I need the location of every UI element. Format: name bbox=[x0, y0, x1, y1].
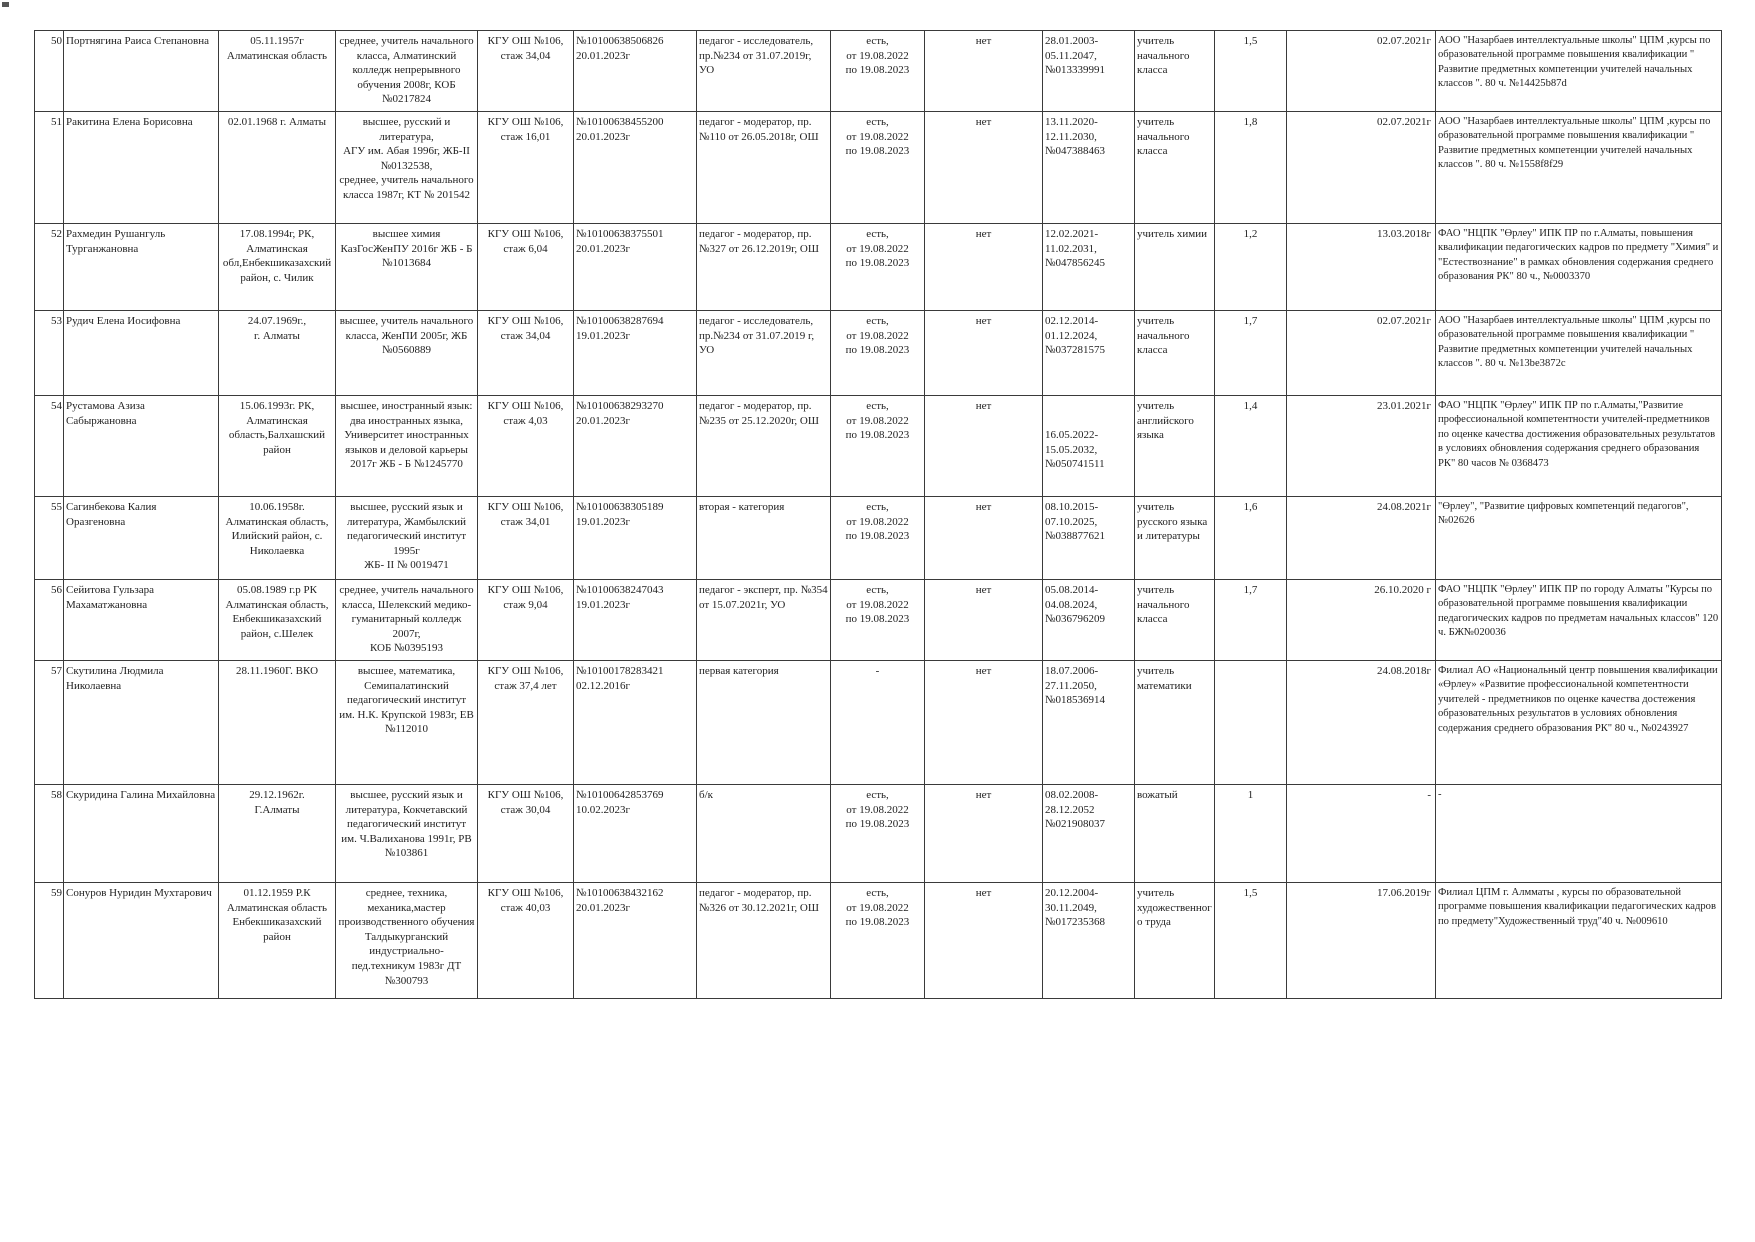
cell-second-check bbox=[925, 580, 1043, 661]
full-name-text: Скутилина Людмила Николаевна bbox=[66, 665, 164, 692]
cell-course-date bbox=[1287, 785, 1436, 883]
cell-course-info bbox=[1436, 224, 1722, 311]
cell-workplace bbox=[478, 396, 574, 497]
cell-validity-period bbox=[1043, 661, 1135, 785]
course-info-text: ФАО "НЦПК "Өрлеу" ИПК ПР по г.Алматы, повышения квалификации педагогических кадров по предмету "Химия" и "Естествознание" в рамках обновления содержания среднего образования РК" 80 ч., №0003370 bbox=[1438, 228, 1719, 283]
cell-document-number bbox=[574, 661, 697, 785]
education-text: среднее, техника, механика,мастер производственного обучения Талдыкурганский индустриально-пед.техникум 1983г ДТ №300793 bbox=[338, 887, 475, 987]
cell-course-date bbox=[1287, 661, 1436, 785]
workload-text: 1,5 bbox=[1243, 35, 1258, 47]
course-date-text: 24.08.2021г bbox=[1376, 501, 1431, 513]
document-number-text: №10100178283421 02.12.2016г bbox=[576, 665, 664, 692]
validity-period-text: 28.01.2003-05.11.2047, №013339991 bbox=[1045, 35, 1105, 77]
category-text: первая категория bbox=[699, 665, 779, 677]
cell-course-info bbox=[1436, 311, 1722, 396]
cell-validity-period bbox=[1043, 883, 1135, 999]
workplace-text: КГУ ОШ №106, стаж 16,01 bbox=[487, 116, 564, 143]
course-date-text: 02.07.2021г bbox=[1376, 116, 1431, 128]
validity-period-text: 16.05.2022-15.05.2032, №050741511 bbox=[1045, 429, 1105, 471]
cell-birth-info bbox=[219, 785, 336, 883]
cell-position bbox=[1135, 31, 1215, 112]
education-text: высшее, русский язык и литература, Жамбылский педагогический институт 1995г ЖБ- II № 0019471 bbox=[346, 501, 467, 572]
category-text: вторая - категория bbox=[699, 501, 785, 513]
cell-workload bbox=[1215, 883, 1287, 999]
cell-second-check bbox=[925, 883, 1043, 999]
course-date-text: 17.06.2019г bbox=[1376, 887, 1431, 899]
cell-workplace bbox=[478, 883, 574, 999]
course-info-text: Филиал АО «Национальный центр повышения квалификации «Өрлеу» «Развитие профессиональной компетентности учителей - предметников по оценке качества достежения образовательных результатов в условиях обновления содержания среднего образования РК" 80 ч., №0243927 bbox=[1438, 665, 1718, 734]
workload-text: 1,7 bbox=[1243, 584, 1258, 596]
birth-info-text: 05.08.1989 г.р РК Алматинская область, Енбекшиказахский район, с.Шелек bbox=[225, 584, 329, 640]
cell-document-number bbox=[574, 497, 697, 580]
table-row bbox=[35, 580, 1722, 661]
workplace-text: КГУ ОШ №106, стаж 34,01 bbox=[487, 501, 564, 528]
cell-course-info bbox=[1436, 785, 1722, 883]
workplace-text: КГУ ОШ №106, стаж 34,04 bbox=[487, 315, 564, 342]
conviction-check-text: есть, от 19.08.2022 по 19.08.2023 bbox=[845, 584, 910, 626]
cell-workplace bbox=[478, 224, 574, 311]
cell-second-check bbox=[925, 661, 1043, 785]
cell-full-name bbox=[64, 661, 219, 785]
course-date-text: 26.10.2020 г bbox=[1374, 584, 1431, 596]
cell-row-number bbox=[35, 112, 64, 224]
cell-validity-period bbox=[1043, 112, 1135, 224]
second-check-text: нет bbox=[975, 887, 992, 899]
cell-workload bbox=[1215, 224, 1287, 311]
validity-period-text: 12.02.2021-11.02.2031, №047856245 bbox=[1045, 228, 1105, 270]
validity-period-text: 02.12.2014-01.12.2024, №037281575 bbox=[1045, 315, 1105, 357]
cell-position bbox=[1135, 396, 1215, 497]
cell-document-number bbox=[574, 785, 697, 883]
cell-workload bbox=[1215, 580, 1287, 661]
conviction-check-text: есть, от 19.08.2022 по 19.08.2023 bbox=[845, 887, 910, 929]
cell-validity-period bbox=[1043, 497, 1135, 580]
course-date-text: - bbox=[1427, 789, 1431, 801]
document-number-text: №10100638247043 19.01.2023г bbox=[576, 584, 664, 611]
conviction-check-text: - bbox=[875, 665, 880, 677]
education-text: высшее, русский язык и литература, Кокчетавский педагогический институт им. Ч.Валиханова 1991г, РВ №103861 bbox=[341, 789, 472, 860]
table-row bbox=[35, 224, 1722, 311]
cell-full-name bbox=[64, 224, 219, 311]
table-row bbox=[35, 112, 1722, 224]
second-check-text: нет bbox=[975, 501, 992, 513]
row-number-text: 52 bbox=[51, 228, 62, 240]
cell-full-name bbox=[64, 311, 219, 396]
document-number-text: №10100638305189 19.01.2023г bbox=[576, 501, 664, 528]
conviction-check-text: есть, от 19.08.2022 по 19.08.2023 bbox=[845, 501, 910, 543]
cell-education bbox=[336, 580, 478, 661]
cell-conviction-check bbox=[831, 396, 925, 497]
conviction-check-text: есть, от 19.08.2022 по 19.08.2023 bbox=[845, 315, 910, 357]
table-row bbox=[35, 311, 1722, 396]
cell-conviction-check bbox=[831, 883, 925, 999]
cell-position bbox=[1135, 661, 1215, 785]
category-text: б/к bbox=[699, 789, 713, 801]
cell-conviction-check bbox=[831, 661, 925, 785]
cell-education bbox=[336, 396, 478, 497]
cell-second-check bbox=[925, 396, 1043, 497]
cell-second-check bbox=[925, 31, 1043, 112]
cell-category bbox=[697, 497, 831, 580]
cell-category bbox=[697, 31, 831, 112]
cell-document-number bbox=[574, 396, 697, 497]
cell-workload bbox=[1215, 31, 1287, 112]
cell-workplace bbox=[478, 31, 574, 112]
workload-text: 1,2 bbox=[1243, 228, 1258, 240]
document-number-text: №10100638375501 20.01.2023г bbox=[576, 228, 664, 255]
cell-validity-period bbox=[1043, 785, 1135, 883]
cell-birth-info bbox=[219, 497, 336, 580]
cell-course-info bbox=[1436, 661, 1722, 785]
birth-info-text: 01.12.1959 Р.К Алматинская область Енбекшиказахский район bbox=[226, 887, 328, 943]
category-text: педагог - модератор, пр. №110 от 26.05.2018г, ОШ bbox=[699, 116, 819, 143]
cell-conviction-check bbox=[831, 112, 925, 224]
education-text: высшее, учитель начального класса, ЖенПИ 2005г, ЖБ №0560889 bbox=[339, 315, 474, 357]
workplace-text: КГУ ОШ №106, стаж 9,04 bbox=[487, 584, 564, 611]
cell-category bbox=[697, 112, 831, 224]
cell-course-info bbox=[1436, 580, 1722, 661]
course-info-text: - bbox=[1438, 789, 1442, 800]
cell-course-date bbox=[1287, 883, 1436, 999]
cell-workplace bbox=[478, 311, 574, 396]
conviction-check-text: есть, от 19.08.2022 по 19.08.2023 bbox=[845, 116, 910, 158]
cell-second-check bbox=[925, 311, 1043, 396]
cell-education bbox=[336, 883, 478, 999]
cell-document-number bbox=[574, 31, 697, 112]
cell-category bbox=[697, 224, 831, 311]
conviction-check-text: есть, от 19.08.2022 по 19.08.2023 bbox=[845, 228, 910, 270]
cell-category bbox=[697, 883, 831, 999]
full-name-text: Сонуров Нуридин Мухтарович bbox=[66, 887, 212, 899]
category-text: педагог - модератор, пр. №235 от 25.12.2020г, ОШ bbox=[699, 400, 819, 427]
workplace-text: КГУ ОШ №106, стаж 37,4 лет bbox=[487, 665, 564, 692]
table-row bbox=[35, 661, 1722, 785]
conviction-check-text: есть, от 19.08.2022 по 19.08.2023 bbox=[845, 789, 910, 831]
workload-text: 1,5 bbox=[1243, 887, 1258, 899]
course-date-text: 02.07.2021г bbox=[1376, 35, 1431, 47]
position-text: учитель начального класса bbox=[1137, 116, 1190, 158]
category-text: педагог - модератор, пр. №326 от 30.12.2021г, ОШ bbox=[699, 887, 819, 914]
second-check-text: нет bbox=[975, 584, 992, 596]
education-text: среднее, учитель начального класса, Шелекский медико-гуманитарный колледж 2007г, КОБ №0395193 bbox=[339, 584, 474, 655]
second-check-text: нет bbox=[975, 228, 992, 240]
birth-info-text: 28.11.1960Г. ВКО bbox=[235, 665, 319, 677]
document-number-text: №10100638432162 20.01.2023г bbox=[576, 887, 664, 914]
cell-row-number bbox=[35, 661, 64, 785]
cell-row-number bbox=[35, 785, 64, 883]
table-row bbox=[35, 497, 1722, 580]
cell-conviction-check bbox=[831, 497, 925, 580]
workplace-text: КГУ ОШ №106, стаж 40,03 bbox=[487, 887, 564, 914]
cell-full-name bbox=[64, 396, 219, 497]
cell-birth-info bbox=[219, 883, 336, 999]
full-name-text: Рудич Елена Иосифовна bbox=[66, 315, 181, 327]
birth-info-text: 05.11.1957г Алматинская область bbox=[226, 35, 328, 62]
cell-birth-info bbox=[219, 311, 336, 396]
cell-workplace bbox=[478, 661, 574, 785]
position-text: вожатый bbox=[1137, 789, 1178, 801]
table-row bbox=[35, 785, 1722, 883]
cell-full-name bbox=[64, 112, 219, 224]
validity-period-text: 13.11.2020-12.11.2030, №047388463 bbox=[1045, 116, 1105, 158]
category-text: педагог - исследователь, пр.№234 от 31.07.2019 г, УО bbox=[699, 315, 815, 357]
cell-birth-info bbox=[219, 580, 336, 661]
course-info-text: АОО "Назарбаев интеллектуальные школы" ЦПМ ,курсы по образовательной программе повышения квалификации " Развитие предметных компетенции учителей начальных классов ". 80 ч. №1558f8f29 bbox=[1438, 116, 1711, 171]
course-info-text: "Өрлеу", "Развитие цифровых компетенций педагогов", №02626 bbox=[1438, 501, 1689, 527]
course-info-text: АОО "Назарбаев интеллектуальные школы" ЦПМ ,курсы по образовательной программе повышения квалификации " Развитие предметных компетенции учителей начальных классов ". 80 ч. №13be3872c bbox=[1438, 315, 1711, 370]
category-text: педагог - исследователь, пр.№234 от 31.07.2019г, УО bbox=[699, 35, 814, 77]
cell-full-name bbox=[64, 497, 219, 580]
cell-education bbox=[336, 785, 478, 883]
cell-row-number bbox=[35, 497, 64, 580]
workload-text: 1,6 bbox=[1243, 501, 1258, 513]
cell-position bbox=[1135, 112, 1215, 224]
full-name-text: Рахмедин Рушангуль Турганжановна bbox=[66, 228, 166, 255]
cell-birth-info bbox=[219, 661, 336, 785]
validity-period-text: 08.10.2015-07.10.2025, №038877621 bbox=[1045, 501, 1105, 543]
row-number-text: 50 bbox=[51, 35, 62, 47]
cell-validity-period bbox=[1043, 396, 1135, 497]
cell-course-info bbox=[1436, 497, 1722, 580]
validity-period-text: 05.08.2014-04.08.2024, №036796209 bbox=[1045, 584, 1105, 626]
cell-full-name bbox=[64, 31, 219, 112]
cell-row-number bbox=[35, 396, 64, 497]
conviction-check-text: есть, от 19.08.2022 по 19.08.2023 bbox=[845, 35, 910, 77]
course-date-text: 24.08.2018г bbox=[1376, 665, 1431, 677]
cell-course-info bbox=[1436, 31, 1722, 112]
cell-category bbox=[697, 661, 831, 785]
workload-text: 1,8 bbox=[1243, 116, 1258, 128]
row-number-text: 57 bbox=[51, 665, 62, 677]
birth-info-text: 10.06.1958г. Алматинская область, Илийский район, с. Николаевка bbox=[225, 501, 329, 557]
cell-row-number bbox=[35, 580, 64, 661]
cell-position bbox=[1135, 311, 1215, 396]
cell-birth-info bbox=[219, 31, 336, 112]
workplace-text: КГУ ОШ №106, стаж 6,04 bbox=[487, 228, 564, 255]
cell-education bbox=[336, 497, 478, 580]
cell-birth-info bbox=[219, 112, 336, 224]
cell-full-name bbox=[64, 883, 219, 999]
course-info-text: АОО "Назарбаев интеллектуальные школы" ЦПМ ,курсы по образовательной программе повышения квалификации " Развитие предметных компетенции учителей начальных классов ". 80 ч. №14425b87d bbox=[1438, 35, 1711, 90]
cell-position bbox=[1135, 785, 1215, 883]
full-name-text: Портнягина Раиса Степановна bbox=[66, 35, 210, 47]
category-text: педагог - модератор, пр. №327 от 26.12.2019г, ОШ bbox=[699, 228, 819, 255]
cell-row-number bbox=[35, 224, 64, 311]
cell-position bbox=[1135, 224, 1215, 311]
workload-text: 1,4 bbox=[1243, 400, 1258, 412]
cell-education bbox=[336, 661, 478, 785]
table-row bbox=[35, 883, 1722, 999]
cell-category bbox=[697, 580, 831, 661]
education-text: среднее, учитель начального класса, Алматинский колледж непрерывного обучения 2008г, КОБ №0217824 bbox=[339, 35, 474, 106]
cell-course-info bbox=[1436, 883, 1722, 999]
conviction-check-text: есть, от 19.08.2022 по 19.08.2023 bbox=[845, 400, 910, 442]
cell-position bbox=[1135, 580, 1215, 661]
full-name-text: Сагинбекова Калия Оразгеновна bbox=[66, 501, 157, 528]
cell-category bbox=[697, 311, 831, 396]
cell-education bbox=[336, 112, 478, 224]
position-text: учитель русского языка и литературы bbox=[1137, 501, 1208, 543]
cell-position bbox=[1135, 497, 1215, 580]
education-text: высшее, иностранный язык: два иностранных языка, Университет иностранных языков и деловой карьеры 2017г ЖБ - Б №1245770 bbox=[340, 400, 473, 471]
second-check-text: нет bbox=[975, 665, 992, 677]
cell-education bbox=[336, 224, 478, 311]
cell-course-info bbox=[1436, 396, 1722, 497]
document-number-text: №10100638506826 20.01.2023г bbox=[576, 35, 664, 62]
cell-validity-period bbox=[1043, 224, 1135, 311]
cell-course-date bbox=[1287, 497, 1436, 580]
table-row bbox=[35, 31, 1722, 112]
cell-conviction-check bbox=[831, 224, 925, 311]
cell-conviction-check bbox=[831, 785, 925, 883]
second-check-text: нет bbox=[975, 315, 992, 327]
staff-table bbox=[34, 30, 1722, 999]
cell-validity-period bbox=[1043, 580, 1135, 661]
second-check-text: нет bbox=[975, 116, 992, 128]
course-info-text: ФАО "НЦПК "Өрлеу" ИПК ПР по г.Алматы,"Развитие профессиональной компетентности учителей-предметников по оценке качества достижения образовательных результатов в условиях обновления содержания среднего образования РК" 80 часов № 0368473 bbox=[1438, 400, 1716, 469]
workload-text: 1,7 bbox=[1243, 315, 1258, 327]
cell-course-info bbox=[1436, 112, 1722, 224]
course-info-text: Филиал ЦПМ г. Алмматы , курсы по образовательной программе повышения квалификации педагогических кадров по предмету"Художественный труд"40 ч. №009610 bbox=[1438, 887, 1716, 927]
validity-period-text: 08.02.2008-28.12.2052 №021908037 bbox=[1045, 789, 1105, 831]
row-number-text: 59 bbox=[51, 887, 62, 899]
cell-course-date bbox=[1287, 580, 1436, 661]
workplace-text: КГУ ОШ №106, стаж 30,04 bbox=[487, 789, 564, 816]
row-number-text: 55 bbox=[51, 501, 62, 513]
cell-workload bbox=[1215, 661, 1287, 785]
education-text: высшее, русский и литература, АГУ им. Абая 1996г, ЖБ-II №0132538, среднее, учитель начального класса 1987г, КТ № 201542 bbox=[339, 116, 474, 201]
cell-row-number bbox=[35, 31, 64, 112]
row-number-text: 53 bbox=[51, 315, 62, 327]
row-number-text: 51 bbox=[51, 116, 62, 128]
cell-row-number bbox=[35, 311, 64, 396]
cell-document-number bbox=[574, 311, 697, 396]
cell-validity-period bbox=[1043, 311, 1135, 396]
birth-info-text: 02.01.1968 г. Алматы bbox=[227, 116, 327, 128]
cell-education bbox=[336, 311, 478, 396]
position-text: учитель английского языка bbox=[1137, 400, 1194, 442]
cell-workload bbox=[1215, 311, 1287, 396]
course-date-text: 02.07.2021г bbox=[1376, 315, 1431, 327]
cell-category bbox=[697, 396, 831, 497]
birth-info-text: 24.07.1969г., г. Алматы bbox=[247, 315, 307, 342]
cell-full-name bbox=[64, 580, 219, 661]
full-name-text: Ракитина Елена Борисовна bbox=[66, 116, 193, 128]
position-text: учитель начального класса bbox=[1137, 35, 1190, 77]
position-text: учитель математики bbox=[1137, 665, 1192, 692]
cell-second-check bbox=[925, 497, 1043, 580]
cell-course-date bbox=[1287, 311, 1436, 396]
birth-info-text: 15.06.1993г. РК, Алматинская область,Балхашский район bbox=[228, 400, 326, 456]
cell-workload bbox=[1215, 396, 1287, 497]
cell-conviction-check bbox=[831, 31, 925, 112]
cell-workload bbox=[1215, 112, 1287, 224]
row-number-text: 56 bbox=[51, 584, 62, 596]
workplace-text: КГУ ОШ №106, стаж 4,03 bbox=[487, 400, 564, 427]
cell-course-date bbox=[1287, 112, 1436, 224]
document-number-text: №10100638455200 20.01.2023г bbox=[576, 116, 664, 143]
position-text: учитель художественного труда bbox=[1137, 887, 1212, 929]
cell-conviction-check bbox=[831, 580, 925, 661]
position-text: учитель химии bbox=[1137, 228, 1207, 240]
cell-workplace bbox=[478, 580, 574, 661]
cell-birth-info bbox=[219, 396, 336, 497]
full-name-text: Скуридина Галина Михайловна bbox=[66, 789, 216, 801]
cell-second-check bbox=[925, 785, 1043, 883]
validity-period-text: 20.12.2004-30.11.2049, №017235368 bbox=[1045, 887, 1105, 929]
category-text: педагог - эксперт, пр. №354 от 15.07.2021г, УО bbox=[699, 584, 828, 611]
course-info-text: ФАО "НЦПК "Өрлеу" ИПК ПР по городу Алматы "Курсы по образовательной программе повышения квалификации педагогических кадров по предметам начальных классов" 120 ч. БЖ№020036 bbox=[1438, 584, 1719, 639]
cell-document-number bbox=[574, 224, 697, 311]
workload-text: 1 bbox=[1247, 789, 1254, 801]
cell-row-number bbox=[35, 883, 64, 999]
education-text: высшее, математика, Семипалатинский педагогический институт им. Н.К. Крупской 1983г, ЕВ №112010 bbox=[339, 665, 474, 736]
cell-full-name bbox=[64, 785, 219, 883]
document-number-text: №10100638287694 19.01.2023г bbox=[576, 315, 664, 342]
cell-validity-period bbox=[1043, 31, 1135, 112]
education-text: высшее химия КазГосЖенПУ 2016г ЖБ - Б №1013684 bbox=[340, 228, 473, 270]
row-number-text: 58 bbox=[51, 789, 62, 801]
second-check-text: нет bbox=[975, 35, 992, 47]
staff-table-body bbox=[35, 31, 1722, 999]
cell-course-date bbox=[1287, 396, 1436, 497]
course-date-text: 13.03.2018г bbox=[1376, 228, 1431, 240]
cell-course-date bbox=[1287, 31, 1436, 112]
cell-position bbox=[1135, 883, 1215, 999]
position-text: учитель начального класса bbox=[1137, 584, 1190, 626]
position-text: учитель начального класса bbox=[1137, 315, 1190, 357]
cell-workplace bbox=[478, 497, 574, 580]
workplace-text: КГУ ОШ №106, стаж 34,04 bbox=[487, 35, 564, 62]
document-number-text: №10100642853769 10.02.2023г bbox=[576, 789, 664, 816]
second-check-text: нет bbox=[975, 400, 992, 412]
cell-second-check bbox=[925, 224, 1043, 311]
cell-second-check bbox=[925, 112, 1043, 224]
cell-workplace bbox=[478, 112, 574, 224]
cell-education bbox=[336, 31, 478, 112]
cell-document-number bbox=[574, 580, 697, 661]
second-check-text: нет bbox=[975, 789, 992, 801]
document-number-text: №10100638293270 20.01.2023г bbox=[576, 400, 664, 427]
cell-category bbox=[697, 785, 831, 883]
cell-course-date bbox=[1287, 224, 1436, 311]
table-row bbox=[35, 396, 1722, 497]
cell-document-number bbox=[574, 112, 697, 224]
scan-corner-mark bbox=[2, 2, 9, 7]
row-number-text: 54 bbox=[51, 400, 62, 412]
validity-period-text: 18.07.2006-27.11.2050, №018536914 bbox=[1045, 665, 1105, 707]
birth-info-text: 29.12.1962г. Г.Алматы bbox=[249, 789, 305, 816]
cell-workplace bbox=[478, 785, 574, 883]
cell-workload bbox=[1215, 785, 1287, 883]
cell-birth-info bbox=[219, 224, 336, 311]
full-name-text: Рустамова Азиза Сабыржановна bbox=[66, 400, 145, 427]
cell-workload bbox=[1215, 497, 1287, 580]
full-name-text: Сейитова Гульзара Махаматжановна bbox=[66, 584, 155, 611]
cell-document-number bbox=[574, 883, 697, 999]
course-date-text: 23.01.2021г bbox=[1376, 400, 1431, 412]
cell-conviction-check bbox=[831, 311, 925, 396]
birth-info-text: 17.08.1994г, РК, Алматинская обл,Енбекшиказахский район, с. Чилик bbox=[222, 228, 332, 284]
